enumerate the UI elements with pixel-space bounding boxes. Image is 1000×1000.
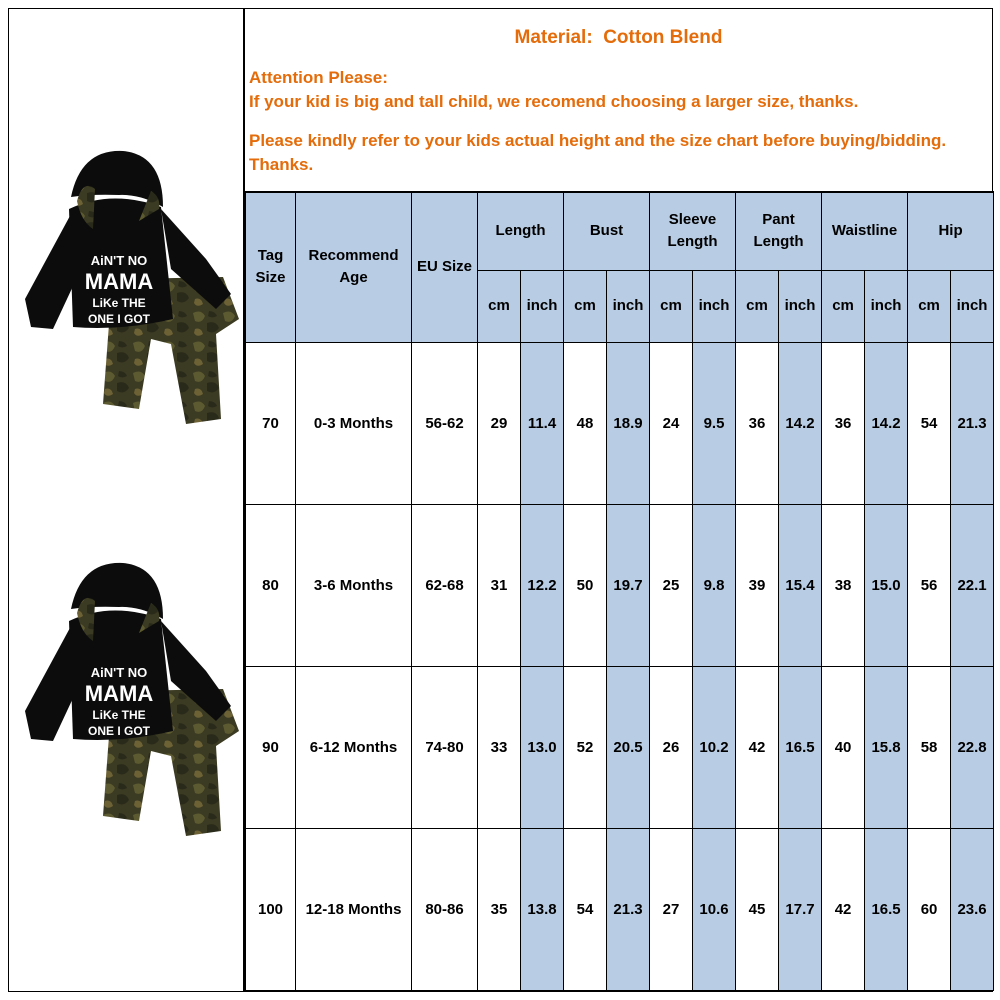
table-cell: 20.5 (607, 666, 650, 828)
size-chart-table (245, 191, 994, 991)
svg-text:AiN'T NO: AiN'T NO (90, 665, 148, 680)
unit-cm-header: cm (822, 270, 865, 342)
header-sleeve-length: Sleeve Length (650, 192, 736, 270)
header-tag-size: Tag Size (246, 192, 296, 342)
table-cell: 80 (246, 504, 296, 666)
table-cell: 23.6 (951, 828, 994, 990)
table-cell: 26 (650, 666, 693, 828)
table-cell: 56 (908, 504, 951, 666)
table-cell: 62-68 (412, 504, 478, 666)
unit-inch-header: inch (607, 270, 650, 342)
unit-cm-header: cm (736, 270, 779, 342)
table-cell: 35 (478, 828, 521, 990)
table-cell: 39 (736, 504, 779, 666)
table-cell: 16.5 (865, 828, 908, 990)
table-cell: 70 (246, 342, 296, 504)
table-cell: 15.4 (779, 504, 822, 666)
table-cell: 54 (908, 342, 951, 504)
refer-size-chart-text: Please kindly refer to your kids actual height and the size chart before buying/bidding. Thanks. (249, 131, 947, 174)
table-cell: 9.5 (693, 342, 736, 504)
table-cell: 36 (822, 342, 865, 504)
table-cell: 24 (650, 342, 693, 504)
table-cell: 90 (246, 666, 296, 828)
table-cell: 40 (822, 666, 865, 828)
product-image-hoodie-set-1 (11, 149, 243, 429)
table-cell: 12.2 (521, 504, 564, 666)
table-cell: 21.3 (951, 342, 994, 504)
svg-text:LiKe THE: LiKe THE (92, 708, 146, 722)
header-hip: Hip (908, 192, 994, 270)
header-recommend-age: Recommend Age (296, 192, 412, 342)
table-row (246, 828, 994, 990)
header-bust: Bust (564, 192, 650, 270)
table-cell: 25 (650, 504, 693, 666)
product-image-hoodie-set-2 (11, 561, 243, 841)
table-cell: 54 (564, 828, 607, 990)
table-cell: 12-18 Months (296, 828, 412, 990)
table-cell: 48 (564, 342, 607, 504)
unit-cm-header: cm (650, 270, 693, 342)
table-cell: 42 (822, 828, 865, 990)
svg-text:ONE I GOT: ONE I GOT (87, 312, 151, 326)
table-cell: 58 (908, 666, 951, 828)
info-section (245, 9, 992, 191)
product-image-column (9, 9, 245, 991)
table-cell: 14.2 (865, 342, 908, 504)
table-cell: 13.0 (521, 666, 564, 828)
table-cell: 31 (478, 504, 521, 666)
header-eu-size: EU Size (412, 192, 478, 342)
svg-text:LiKe THE: LiKe THE (92, 296, 146, 310)
material-heading: Material: Cotton Blend (514, 27, 723, 48)
attention-title: Attention Please: (249, 68, 388, 87)
header-pant-length: Pant Length (736, 192, 822, 270)
unit-inch-header: inch (951, 270, 994, 342)
unit-inch-header: inch (521, 270, 564, 342)
table-cell: 0-3 Months (296, 342, 412, 504)
unit-cm-header: cm (908, 270, 951, 342)
unit-cm-header: cm (478, 270, 521, 342)
table-cell: 50 (564, 504, 607, 666)
table-cell: 29 (478, 342, 521, 504)
table-cell: 45 (736, 828, 779, 990)
table-row (246, 342, 994, 504)
table-cell: 14.2 (779, 342, 822, 504)
table-cell: 10.6 (693, 828, 736, 990)
header-waistline: Waistline (822, 192, 908, 270)
table-cell: 6-12 Months (296, 666, 412, 828)
table-cell: 52 (564, 666, 607, 828)
unit-cm-header: cm (564, 270, 607, 342)
table-cell: 36 (736, 342, 779, 504)
table-cell: 33 (478, 666, 521, 828)
header-length: Length (478, 192, 564, 270)
table-cell: 22.8 (951, 666, 994, 828)
table-cell: 18.9 (607, 342, 650, 504)
table-cell: 100 (246, 828, 296, 990)
table-cell: 13.8 (521, 828, 564, 990)
table-cell: 15.8 (865, 666, 908, 828)
table-cell: 15.0 (865, 504, 908, 666)
table-cell: 9.8 (693, 504, 736, 666)
table-cell: 3-6 Months (296, 504, 412, 666)
svg-text:ONE I GOT: ONE I GOT (87, 724, 151, 738)
table-cell: 21.3 (607, 828, 650, 990)
unit-inch-header: inch (865, 270, 908, 342)
table-cell: 10.2 (693, 666, 736, 828)
table-cell: 17.7 (779, 828, 822, 990)
svg-text:MAMA: MAMA (84, 269, 154, 294)
table-row (246, 504, 994, 666)
table-cell: 16.5 (779, 666, 822, 828)
table-cell: 22.1 (951, 504, 994, 666)
table-cell: 38 (822, 504, 865, 666)
svg-text:MAMA: MAMA (84, 681, 154, 706)
table-cell: 42 (736, 666, 779, 828)
size-chart-frame (8, 8, 993, 992)
attention-text: If your kid is big and tall child, we recomend choosing a larger size, thanks. (249, 92, 859, 111)
table-cell: 11.4 (521, 342, 564, 504)
table-cell: 56-62 (412, 342, 478, 504)
table-cell: 60 (908, 828, 951, 990)
table-row (246, 666, 994, 828)
unit-inch-header: inch (693, 270, 736, 342)
table-cell: 74-80 (412, 666, 478, 828)
svg-text:AiN'T NO: AiN'T NO (90, 253, 148, 268)
table-cell: 80-86 (412, 828, 478, 990)
table-cell: 19.7 (607, 504, 650, 666)
table-cell: 27 (650, 828, 693, 990)
unit-inch-header: inch (779, 270, 822, 342)
size-table-body (246, 342, 994, 991)
